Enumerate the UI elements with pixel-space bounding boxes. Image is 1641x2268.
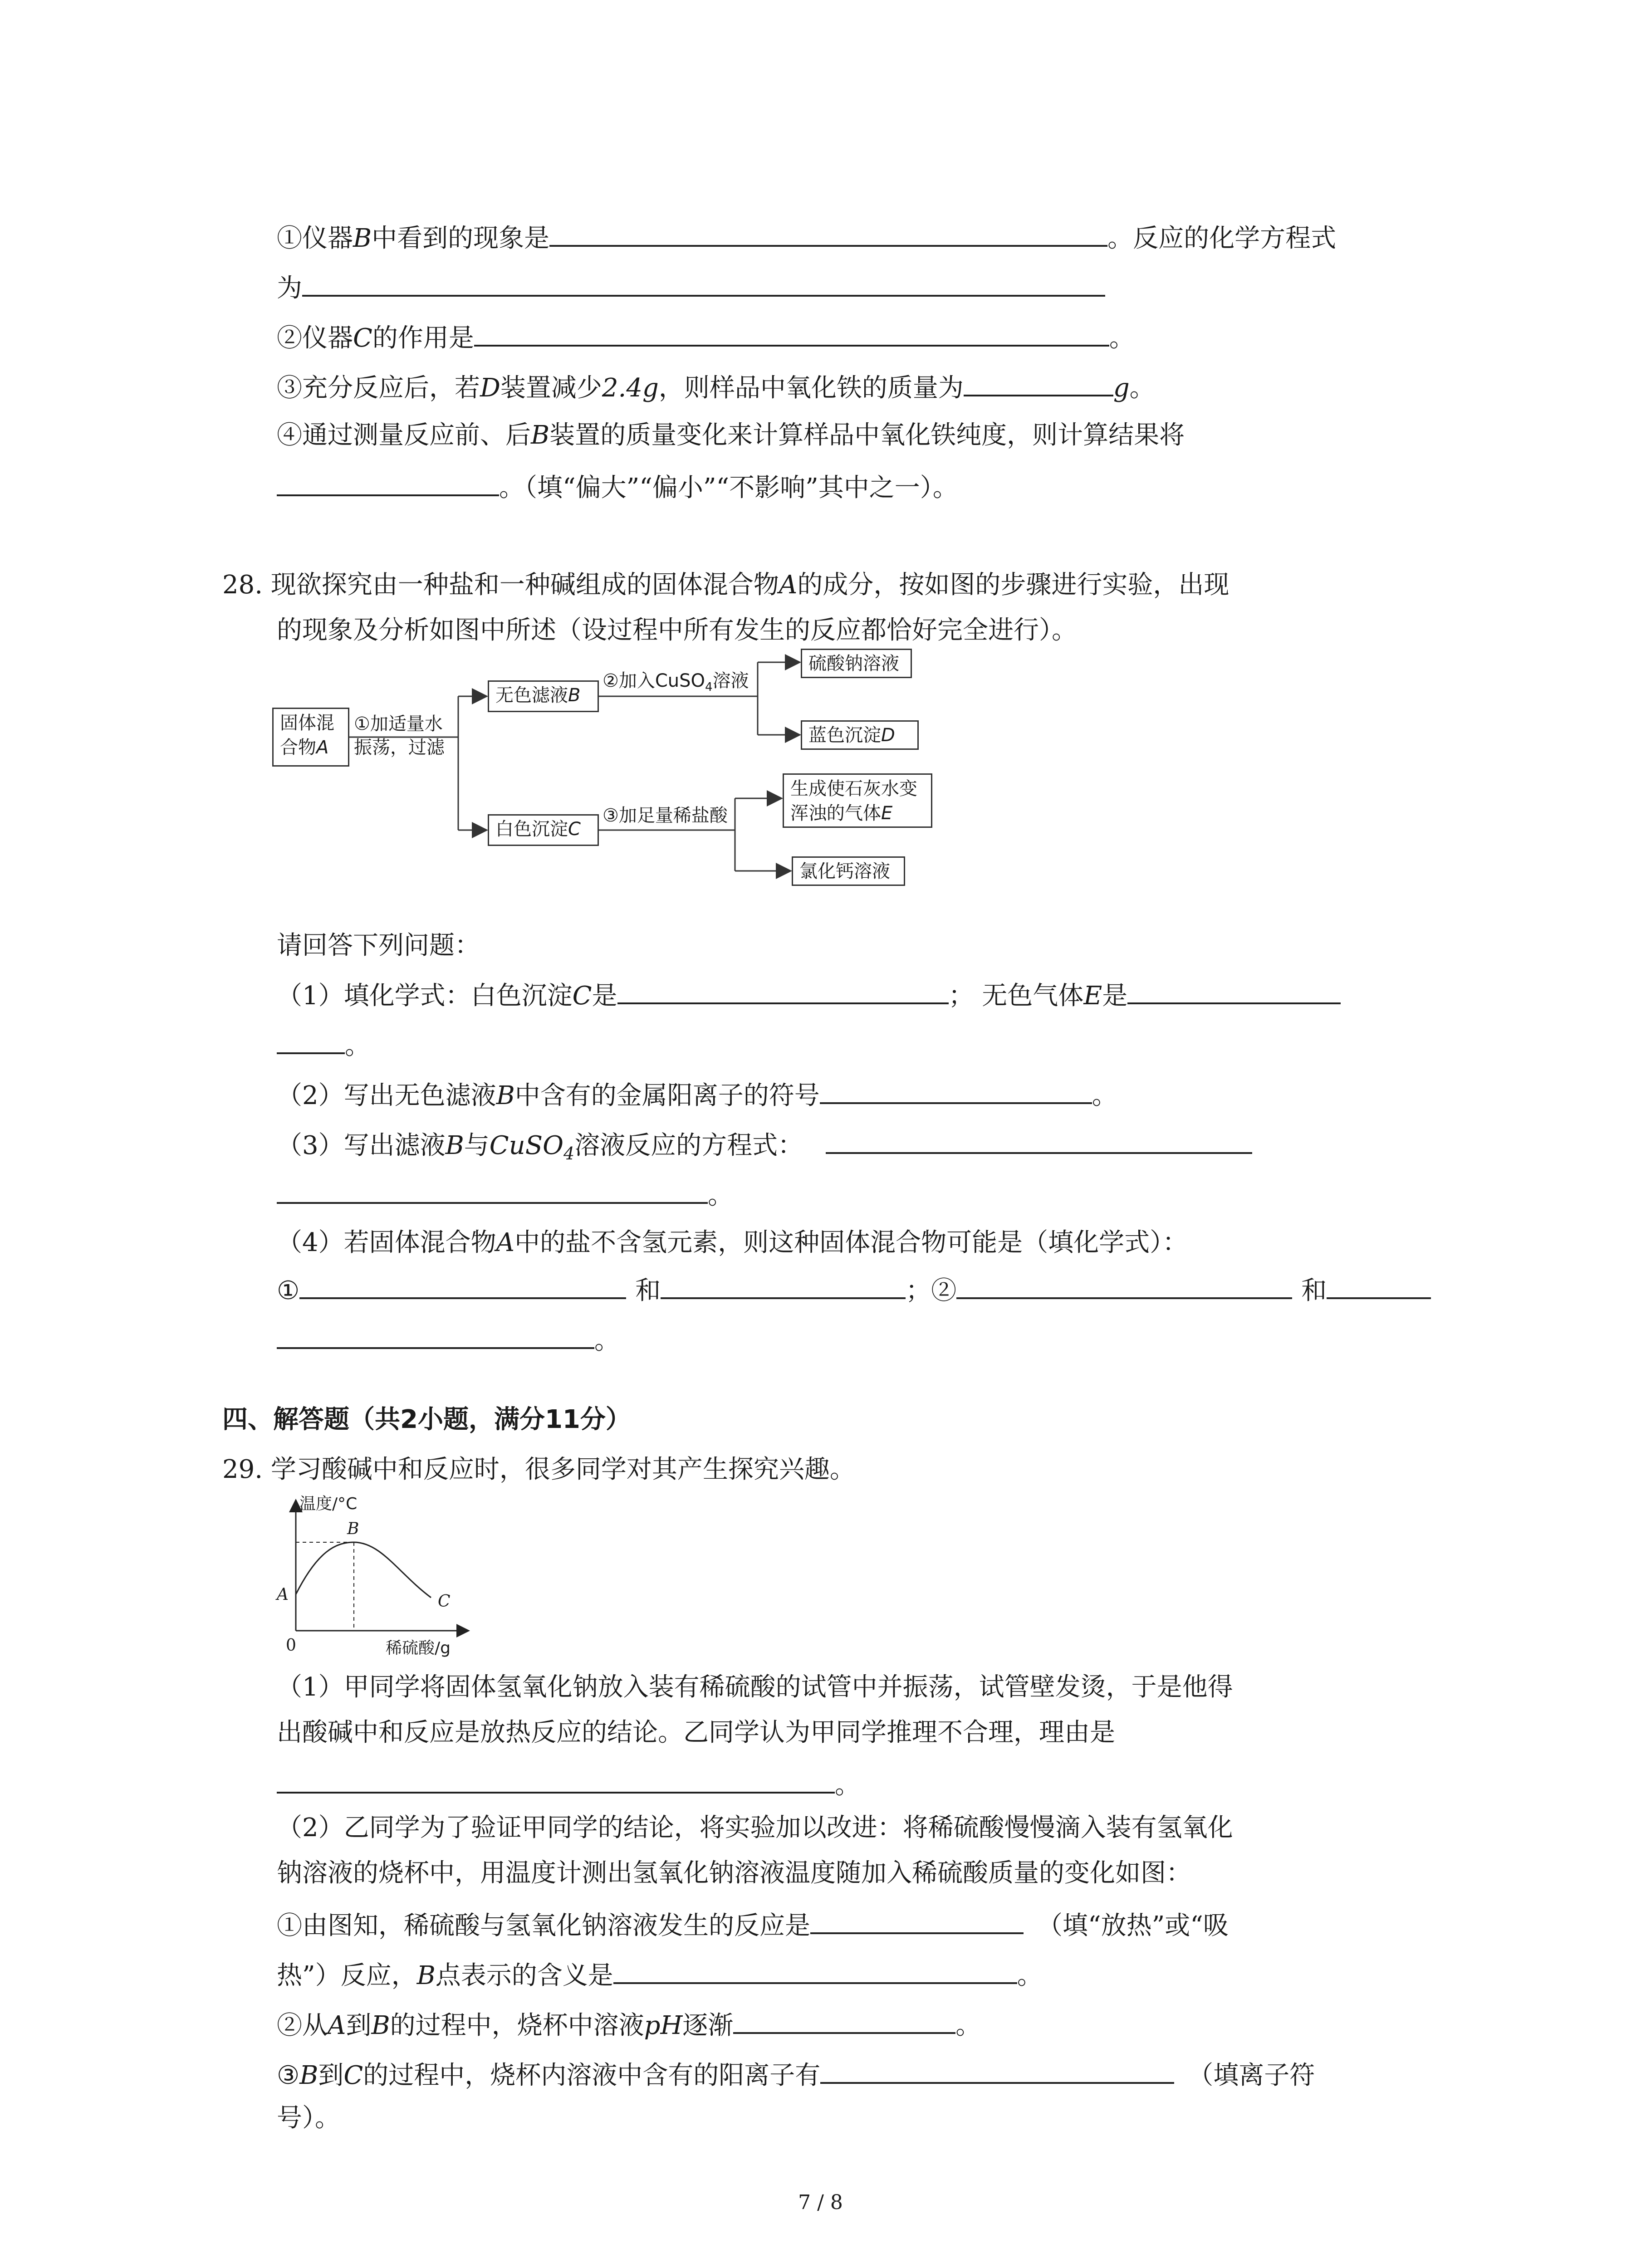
flow-step2-label: ②加入CuSO$_4$溶液 bbox=[603, 670, 749, 694]
flow-calcium-chloride-box: 氯化钙溶液 bbox=[792, 856, 905, 886]
answer-blank[interactable] bbox=[474, 318, 1109, 347]
answer-blank[interactable] bbox=[733, 2005, 955, 2034]
section-heading: 四、解答题（共2小题，满分11分） bbox=[222, 1405, 631, 1434]
q28-part3: （3）写出滤液B与CuSO$_4$溶液反应的方程式： bbox=[277, 1125, 1252, 1172]
q27-line4: ③充分反应后，若D装置减少2.4g，则样品中氧化铁的质量为 g。 bbox=[277, 367, 1155, 406]
q27-line3: ②仪器C的作用是 。 bbox=[277, 318, 1135, 357]
q29-sub2: ②从A到B的过程中，烧杯中溶液pH逐渐 。 bbox=[277, 2005, 981, 2044]
q28-ask: 请回答下列问题： bbox=[277, 931, 480, 960]
q29-sub1-line1: ①由图知，稀硫酸与氢氧化钠溶液发生的反应是 （填“放热”或“吸 bbox=[277, 1905, 1229, 1944]
q28-part1: （1）填化学式：白色沉淀C是 ； 无色气体E是 bbox=[277, 975, 1341, 1014]
answer-blank[interactable] bbox=[826, 1125, 1252, 1154]
answer-blank[interactable] bbox=[1327, 1270, 1431, 1299]
q29-line1: 29. 学习酸碱中和反应时，很多同学对其产生探究兴趣。 bbox=[222, 1455, 855, 1484]
answer-blank[interactable] bbox=[299, 1270, 626, 1299]
q28-part4: （4）若固体混合物A中的盐不含氢元素，则这种固体混合物可能是（填化学式）： bbox=[277, 1228, 1188, 1257]
flow-step3-label: ③加足量稀盐酸 bbox=[603, 805, 728, 826]
q29-part2-line1: （2）乙同学为了验证甲同学的结论，将实验加以改进：将稀硫酸慢慢滴入装有氢氧化 bbox=[277, 1813, 1233, 1843]
answer-blank[interactable] bbox=[549, 218, 1107, 247]
q28-part4-answers: ① 和 ；② 和 bbox=[277, 1270, 1431, 1309]
answer-blank[interactable] bbox=[302, 268, 1105, 297]
answer-blank[interactable] bbox=[613, 1955, 1017, 1984]
q28-line2: 的现象及分析如图中所述（设过程中所有发生的反应都恰好完全进行）。 bbox=[277, 616, 1077, 645]
q29-part1-line2: 出酸碱中和反应是放热反应的结论。乙同学认为甲同学推理不合理，理由是 bbox=[277, 1718, 1115, 1747]
temperature-curve-svg bbox=[268, 1492, 504, 1656]
answer-blank[interactable] bbox=[617, 975, 949, 1004]
flow-step1-label: ①加适量水 振荡，过滤 bbox=[354, 714, 445, 758]
graph-xlabel: 稀硫酸/g bbox=[386, 1639, 451, 1657]
answer-blank[interactable] bbox=[820, 1075, 1092, 1104]
answer-blank[interactable] bbox=[820, 2055, 1174, 2084]
answer-blank[interactable] bbox=[277, 467, 499, 496]
flow-blue-precipitate-box: 蓝色沉淀D bbox=[801, 720, 919, 750]
graph-label-b: B bbox=[347, 1520, 359, 1538]
flow-start-box: 固体混 合物A bbox=[272, 708, 349, 767]
q29-part1-line1: （1）甲同学将固体氢氧化钠放入装有稀硫酸的试管中并振荡，试管壁发烫，于是他得 bbox=[277, 1672, 1233, 1702]
flow-filtrate-box: 无色滤液B bbox=[488, 680, 599, 712]
graph-label-c: C bbox=[438, 1592, 451, 1611]
page-number: 7 / 8 bbox=[798, 2191, 843, 2214]
q29-sub3-cont: 号）。 bbox=[277, 2103, 340, 2133]
q27-line6: 。（填“偏大”“偏小”“不影响”其中之一）。 bbox=[277, 467, 958, 506]
answer-blank[interactable] bbox=[277, 1025, 345, 1054]
answer-blank[interactable] bbox=[277, 1175, 708, 1204]
q27-line2: 为 bbox=[277, 268, 1105, 307]
graph-ylabel: 温度/°C bbox=[299, 1495, 358, 1513]
graph-label-a: A bbox=[277, 1585, 289, 1604]
answer-blank[interactable] bbox=[956, 1270, 1292, 1299]
experiment-flowchart bbox=[272, 649, 980, 903]
q28-line1: 28. 现欲探究由一种盐和一种碱组成的固体混合物A的成分，按如图的步骤进行实验，出现 bbox=[222, 570, 1230, 600]
q29-part1-line3: 。 bbox=[277, 1765, 860, 1804]
flow-white-precipitate-box: 白色沉淀C bbox=[488, 814, 599, 846]
q27-line5: ④通过测量反应前、后B装置的质量变化来计算样品中氧化铁纯度，则计算结果将 bbox=[277, 420, 1185, 450]
answer-blank[interactable] bbox=[1127, 975, 1341, 1004]
q28-part1-cont: 。 bbox=[277, 1025, 370, 1064]
temperature-graph bbox=[268, 1492, 504, 1656]
q29-sub3: ③B到C的过程中，烧杯内溶液中含有的阳离子有 （填离子符 bbox=[277, 2055, 1315, 2094]
flow-gas-box: 生成使石灰水变 浑浊的气体E bbox=[783, 773, 932, 828]
answer-blank[interactable] bbox=[277, 1765, 835, 1794]
q28-part4-cont: 。 bbox=[277, 1320, 620, 1359]
q27-line1: ①仪器B中看到的现象是 。反应的化学方程式 bbox=[277, 218, 1336, 257]
graph-origin: 0 bbox=[286, 1636, 296, 1655]
q29-part2-line2: 钠溶液的烧杯中，用温度计测出氢氧化钠溶液温度随加入稀硫酸质量的变化如图： bbox=[277, 1858, 1191, 1888]
answer-blank[interactable] bbox=[661, 1270, 906, 1299]
answer-blank[interactable] bbox=[810, 1905, 1024, 1934]
flow-sodium-sulfate-box: 硫酸钠溶液 bbox=[801, 649, 912, 678]
answer-blank[interactable] bbox=[964, 367, 1113, 396]
q28-part3-cont: 。 bbox=[277, 1175, 733, 1214]
q28-part2: （2）写出无色滤液B中含有的金属阳离子的符号 。 bbox=[277, 1075, 1117, 1114]
q29-sub1-line2: 热”）反应，B点表示的含义是 。 bbox=[277, 1955, 1043, 1994]
answer-blank[interactable] bbox=[277, 1320, 594, 1349]
